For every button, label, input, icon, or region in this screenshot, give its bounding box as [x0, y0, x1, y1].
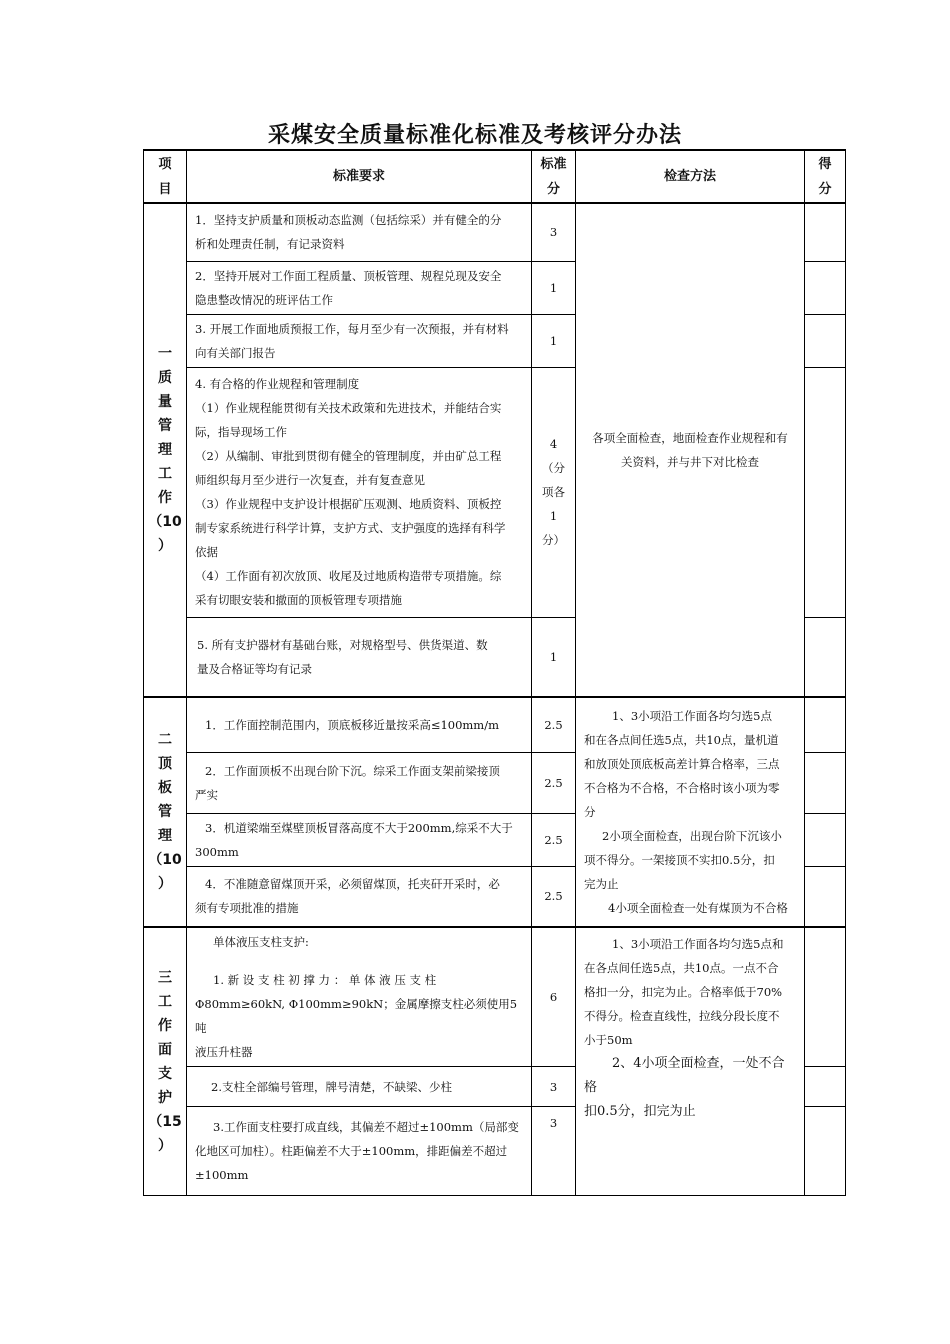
requirement-cell: 5. 所有支护器材有基础台账，对规格型号、供货渠道、数 量及合格证等均有记录	[187, 617, 532, 697]
table-row	[144, 927, 846, 1067]
score-input-cell[interactable]	[805, 866, 846, 927]
score-input-cell[interactable]	[805, 813, 846, 866]
requirement-cell: 1．坚持支护质量和顶板动态监测（包括综采）并有健全的分 析和处理责任制，有记录资料	[187, 203, 532, 261]
requirement-cell: 3.工作面支柱要打成直线，其偏差不超过±100mm（局部变 化地区可加柱）。柱距偏差不大于±100mm，排距偏差不超过 ±100mm	[187, 1107, 532, 1196]
score-input-cell[interactable]	[805, 1067, 846, 1107]
section-name-2: 二 顶 板 管 理 （10 ）	[144, 697, 187, 927]
header-method: 检查方法	[576, 150, 805, 203]
requirement-cell: 2．坚持开展对工作面工程质量、顶板管理、规程兑现及安全 隐患整改情况的班评估工作	[187, 261, 532, 314]
header-got: 得 分	[805, 150, 846, 203]
document-title: 采煤安全质量标准化标准及考核评分办法	[267, 123, 682, 148]
standard-score: 3	[532, 203, 576, 261]
requirement-cell: 2.支柱全部编号管理，牌号清楚，不缺梁、少柱	[187, 1067, 532, 1107]
requirement-cell: 1．工作面控制范围内，顶底板移近量按采高≤100mm/m	[187, 697, 532, 752]
score-input-cell[interactable]	[805, 752, 846, 813]
standard-score: 3	[532, 1107, 576, 1196]
score-input-cell[interactable]	[805, 1107, 846, 1196]
requirement-cell: 单体液压支柱支护: 1. 新 设 支 柱 初 撑 力 ： 单 体 液 压 支 柱 Φ80mm≥60kN, Φ100mm≥90kN；金属摩擦支柱必须使用5吨 液压升柱器	[187, 927, 532, 1067]
standard-score: 4 （分 项各 1 分）	[532, 367, 576, 617]
requirement-cell: 3. 开展工作面地质预报工作，每月至少有一次预报，并有材料 向有关部门报告	[187, 314, 532, 367]
requirement-cell: 4. 有合格的作业规程和管理制度 （1）作业规程能贯彻有关技术政策和先进技术，并能结合实 际，指导现场工作 （2）从编制、审批到贯彻有健全的管理制度，并由矿总工程 师组织每月至少进行一次复查，并有复查意见 （3）作业规程中支护设计根据矿压观测、地质资料、顶板控 制专家系统进行科学计算，支护方式、支护强度的选择有科学 依据 （4）工作面有初次放顶、收尾及过地质构造带专项措施。综 采有切眼安装和撤面的顶板管理专项措施	[187, 367, 532, 617]
standard-score: 1	[532, 314, 576, 367]
inspection-method-2: 1、3小项沿工作面各均匀选5点 和在各点间任选5点，共10点，量机道 和放顶处顶底板高差计算合格率，三点 不合格为不合格，不合格时该小项为零 分 2小项全面检查，出现台阶下沉该小 项不得分。一架接顶不实扣0.5分，扣 完为止 4小项全面检查一处有煤顶为不合格	[576, 697, 805, 927]
table-row	[144, 203, 846, 261]
inspection-method-3: 1、3小项沿工作面各均匀选5点和 在各点间任选5点，共10点。一点不合 格扣一分，扣完为止。合格率低于70% 不得分。检查直线性，拉线分段长度不 小于50m 2、4小项全面检查，一处不合格 扣0.5分，扣完为止	[576, 927, 805, 1196]
requirement-cell: 3．机道梁端至煤壁顶板冒落高度不大于200mm,综采不大于 300mm	[187, 813, 532, 866]
score-input-cell[interactable]	[805, 927, 846, 1067]
standard-score: 2.5	[532, 697, 576, 752]
score-input-cell[interactable]	[805, 367, 846, 617]
table-row	[144, 697, 846, 752]
requirement-cell: 4．不准随意留煤顶开采，必须留煤顶，托夹矸开采时，必 须有专项批准的措施	[187, 866, 532, 927]
section-name-1: 一 质 量 管 理 工 作 （10 ）	[144, 203, 187, 697]
score-input-cell[interactable]	[805, 261, 846, 314]
section-name-3: 三 工 作 面 支 护 （15 ）	[144, 927, 187, 1196]
requirement-cell: 2．工作面顶板不出现台阶下沉。综采工作面支架前梁接顶 严实	[187, 752, 532, 813]
score-input-cell[interactable]	[805, 203, 846, 261]
standard-score: 6	[532, 927, 576, 1067]
score-input-cell[interactable]	[805, 314, 846, 367]
scoring-table	[143, 149, 846, 1196]
inspection-method-1: 各项全面检查，地面检查作业规程和有 关资料，并与井下对比检查	[576, 203, 805, 697]
standard-score: 2.5	[532, 813, 576, 866]
score-input-cell[interactable]	[805, 617, 846, 697]
score-input-cell[interactable]	[805, 697, 846, 752]
header-row	[144, 150, 846, 203]
header-item: 项 目	[144, 150, 187, 203]
standard-score: 3	[532, 1067, 576, 1107]
standard-score: 2.5	[532, 866, 576, 927]
standard-score: 2.5	[532, 752, 576, 813]
header-score: 标准 分	[532, 150, 576, 203]
standard-score: 1	[532, 261, 576, 314]
header-requirement: 标准要求	[187, 150, 532, 203]
standard-score: 1	[532, 617, 576, 697]
